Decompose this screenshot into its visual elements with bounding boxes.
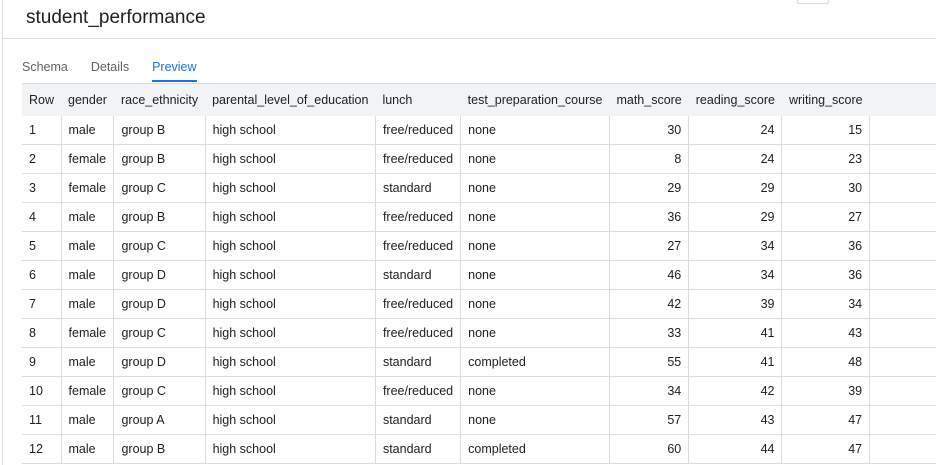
cell-lunch: standard	[375, 174, 460, 203]
preview-table-container	[22, 83, 936, 464]
cell-row: 10	[22, 377, 61, 406]
row-filler	[870, 261, 936, 290]
cell-parental-level-of-education: high school	[205, 435, 375, 464]
cell-lunch: free/reduced	[375, 377, 460, 406]
table-row	[22, 348, 936, 377]
cell-parental-level-of-education: high school	[205, 145, 375, 174]
cell-math-score: 60	[609, 435, 688, 464]
cell-test-preparation-course: completed	[461, 435, 610, 464]
cell-reading-score: 34	[689, 232, 782, 261]
cell-row: 9	[22, 348, 61, 377]
cell-parental-level-of-education: high school	[205, 348, 375, 377]
row-filler	[870, 203, 936, 232]
cell-row: 4	[22, 203, 61, 232]
cell-parental-level-of-education: high school	[205, 377, 375, 406]
cell-gender: male	[61, 232, 114, 261]
cell-row: 6	[22, 261, 61, 290]
preview-table	[22, 83, 936, 464]
table-row	[22, 261, 936, 290]
cell-math-score: 34	[609, 377, 688, 406]
cell-lunch: free/reduced	[375, 145, 460, 174]
cell-parental-level-of-education: high school	[205, 203, 375, 232]
tab-bar	[22, 60, 220, 82]
cell-test-preparation-course: none	[461, 203, 610, 232]
cell-writing-score: 43	[782, 319, 870, 348]
cell-reading-score: 39	[689, 290, 782, 319]
cell-test-preparation-course: none	[461, 377, 610, 406]
column-header-writing-score: writing_score	[788, 93, 863, 107]
cell-gender: male	[61, 406, 114, 435]
cell-parental-level-of-education: high school	[205, 174, 375, 203]
row-filler	[870, 348, 936, 377]
column-header-reading-score: reading_score	[695, 93, 775, 107]
cell-reading-score: 41	[689, 319, 782, 348]
cell-lunch: standard	[375, 261, 460, 290]
tab-schema[interactable]: Schema	[22, 60, 68, 74]
column-header-parental-level-of-education: parental_level_of_education	[212, 93, 369, 107]
cell-parental-level-of-education: high school	[205, 261, 375, 290]
table-row	[22, 145, 936, 174]
cell-writing-score: 48	[782, 348, 870, 377]
cell-gender: male	[61, 290, 114, 319]
cell-gender: female	[61, 319, 114, 348]
table-row	[22, 203, 936, 232]
cell-gender: female	[61, 174, 114, 203]
cell-gender: male	[61, 435, 114, 464]
cell-race-ethnicity: group C	[114, 174, 205, 203]
cell-race-ethnicity: group C	[114, 319, 205, 348]
cell-math-score: 55	[609, 348, 688, 377]
cell-parental-level-of-education: high school	[205, 116, 375, 145]
table-row	[22, 290, 936, 319]
page-title: student_performance	[26, 7, 206, 28]
cell-math-score: 42	[609, 290, 688, 319]
cell-reading-score: 43	[689, 406, 782, 435]
cell-row: 3	[22, 174, 61, 203]
cell-parental-level-of-education: high school	[205, 319, 375, 348]
cell-race-ethnicity: group D	[114, 290, 205, 319]
cell-race-ethnicity: group B	[114, 145, 205, 174]
table-row	[22, 377, 936, 406]
cell-lunch: standard	[375, 348, 460, 377]
cell-lunch: standard	[375, 406, 460, 435]
cell-reading-score: 34	[689, 261, 782, 290]
table-row	[22, 116, 936, 145]
row-filler	[870, 232, 936, 261]
divider	[2, 38, 936, 39]
cell-row: 5	[22, 232, 61, 261]
cell-gender: female	[61, 145, 114, 174]
toolbar-button[interactable]	[797, 0, 829, 4]
cell-writing-score: 47	[782, 406, 870, 435]
cell-math-score: 27	[609, 232, 688, 261]
cell-gender: male	[61, 203, 114, 232]
cell-math-score: 57	[609, 406, 688, 435]
cell-parental-level-of-education: high school	[205, 406, 375, 435]
cell-reading-score: 29	[689, 174, 782, 203]
panel-border	[2, 0, 3, 465]
cell-writing-score: 23	[782, 145, 870, 174]
cell-lunch: free/reduced	[375, 290, 460, 319]
cell-race-ethnicity: group B	[114, 116, 205, 145]
cell-writing-score: 30	[782, 174, 870, 203]
row-filler	[870, 406, 936, 435]
cell-lunch: standard	[375, 435, 460, 464]
cell-writing-score: 15	[782, 116, 870, 145]
row-filler	[870, 377, 936, 406]
table-row	[22, 435, 936, 464]
row-filler	[870, 319, 936, 348]
cell-race-ethnicity: group B	[114, 203, 205, 232]
cell-row: 2	[22, 145, 61, 174]
cell-lunch: free/reduced	[375, 232, 460, 261]
cell-writing-score: 36	[782, 232, 870, 261]
cell-test-preparation-course: none	[461, 232, 610, 261]
cell-gender: male	[61, 261, 114, 290]
tab-preview[interactable]: Preview	[152, 60, 196, 82]
cell-math-score: 8	[609, 145, 688, 174]
table-row	[22, 319, 936, 348]
cell-race-ethnicity: group C	[114, 377, 205, 406]
cell-writing-score: 39	[782, 377, 870, 406]
cell-race-ethnicity: group D	[114, 348, 205, 377]
cell-row: 8	[22, 319, 61, 348]
table-header-row	[22, 84, 936, 117]
cell-test-preparation-course: none	[461, 406, 610, 435]
column-header-race-ethnicity: race_ethnicity	[120, 93, 199, 107]
cell-race-ethnicity: group B	[114, 435, 205, 464]
cell-reading-score: 44	[689, 435, 782, 464]
column-header-math-score: math_score	[616, 93, 682, 107]
row-filler	[870, 435, 936, 464]
cell-reading-score: 42	[689, 377, 782, 406]
row-filler	[870, 116, 936, 145]
cell-row: 1	[22, 116, 61, 145]
cell-gender: female	[61, 377, 114, 406]
cell-math-score: 36	[609, 203, 688, 232]
table-row	[22, 232, 936, 261]
cell-row: 7	[22, 290, 61, 319]
cell-test-preparation-course: none	[461, 261, 610, 290]
cell-reading-score: 29	[689, 203, 782, 232]
column-header-lunch: lunch	[382, 93, 413, 107]
cell-reading-score: 41	[689, 348, 782, 377]
cell-writing-score: 47	[782, 435, 870, 464]
cell-test-preparation-course: none	[461, 319, 610, 348]
cell-parental-level-of-education: high school	[205, 232, 375, 261]
cell-lunch: free/reduced	[375, 203, 460, 232]
cell-test-preparation-course: none	[461, 290, 610, 319]
cell-test-preparation-course: none	[461, 116, 610, 145]
cell-math-score: 30	[609, 116, 688, 145]
cell-test-preparation-course: completed	[461, 348, 610, 377]
cell-race-ethnicity: group C	[114, 232, 205, 261]
table-row	[22, 174, 936, 203]
cell-gender: male	[61, 116, 114, 145]
cell-race-ethnicity: group A	[114, 406, 205, 435]
cell-lunch: free/reduced	[375, 319, 460, 348]
cell-math-score: 46	[609, 261, 688, 290]
cell-reading-score: 24	[689, 116, 782, 145]
row-filler	[870, 290, 936, 319]
cell-gender: male	[61, 348, 114, 377]
cell-row: 12	[22, 435, 61, 464]
table-row	[22, 406, 936, 435]
cell-parental-level-of-education: high school	[205, 290, 375, 319]
cell-test-preparation-course: none	[461, 174, 610, 203]
cell-row: 11	[22, 406, 61, 435]
cell-reading-score: 24	[689, 145, 782, 174]
row-filler	[870, 174, 936, 203]
cell-math-score: 33	[609, 319, 688, 348]
cell-math-score: 29	[609, 174, 688, 203]
cell-test-preparation-course: none	[461, 145, 610, 174]
cell-race-ethnicity: group D	[114, 261, 205, 290]
cell-writing-score: 27	[782, 203, 870, 232]
cell-writing-score: 34	[782, 290, 870, 319]
header-filler	[870, 84, 936, 117]
row-filler	[870, 145, 936, 174]
column-header-row: Row	[29, 93, 55, 107]
cell-lunch: free/reduced	[375, 116, 460, 145]
column-header-test-preparation-course: test_preparation_course	[467, 93, 603, 107]
tab-details[interactable]: Details	[90, 60, 130, 74]
column-header-gender: gender	[68, 93, 107, 107]
cell-writing-score: 36	[782, 261, 870, 290]
